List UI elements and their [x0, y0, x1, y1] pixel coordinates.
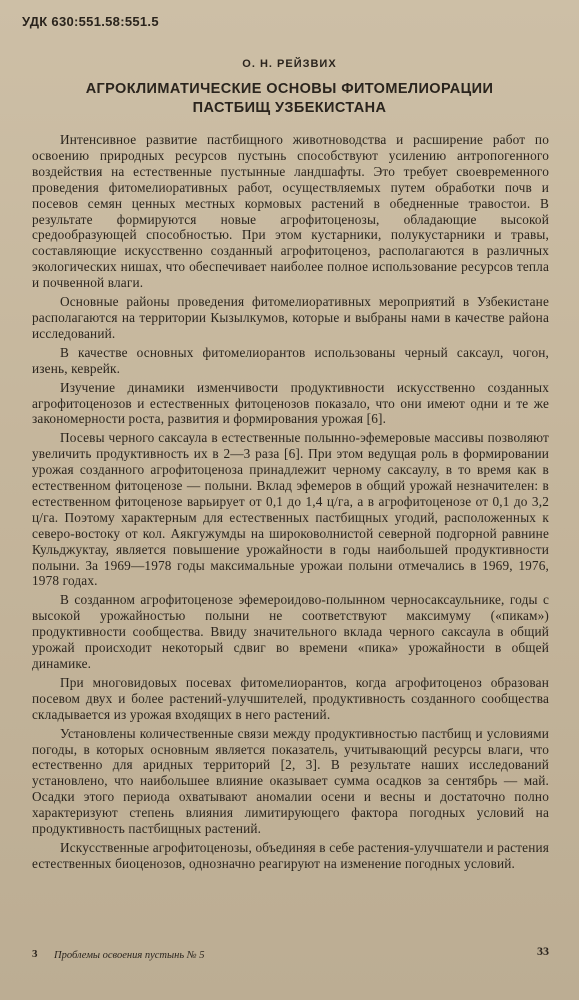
title-line-1: АГРОКЛИМАТИЧЕСКИЕ ОСНОВЫ ФИТОМЕЛИОРАЦИИ — [85, 81, 494, 97]
paragraph: Интенсивное развитие пастбищного животноводства и расширение работ по освоению природных ресурсов пустынь способствуют усилению антропогенного воздействия на естественные пустынные ландшафты. Это требует своевременного проведения фитомелиоративных работ, осуществляемых путем обработки почв и посевов семян ценных местных кормовых растений в обедненные травостои. В результате формируются новые агрофитоценозы, обладающие высокой средообразующей способностью. При этом кустарники, полукустарники и травы, составляющие искусственно созданный агрофитоценоз, располагаются в различных экологических нишах, что обеспечивает наиболее полное использование ресурсов тепла и почвенной влаги. — [32, 132, 549, 291]
paragraph: В качестве основных фитомелиорантов использованы черный саксаул, чогон, изень, кеврейк. — [32, 344, 549, 376]
author-name: О. Н. РЕЙЗВИХ — [242, 58, 337, 70]
paragraph: Искусственные агрофитоценозы, объединяя в себе растения-улучшатели и растения естественных биоценозов, однозначно реагируют на изменение погодных условий. — [32, 839, 549, 871]
article-title — [40, 80, 539, 118]
journal-name: Проблемы освоения пустынь № 5 — [54, 950, 205, 961]
paragraph: При многовидовых посевах фитомелиорантов, когда агрофитоценоз образован посевом двух и более растений-улучшителей, продуктивность созданного сообщества складывается из урожая входящих в него растений. — [32, 674, 549, 722]
signature-mark: 3 — [32, 948, 38, 960]
paragraph: Основные районы проведения фитомелиоративных мероприятий в Узбекистане располагаются на территории Кызылкумов, которые и выбраны нами в качестве района исследований. — [32, 294, 549, 341]
page-number: 33 — [537, 944, 549, 958]
article-body — [32, 132, 549, 937]
udc-code: УДК 630:551.58:551.5 — [22, 14, 159, 29]
paragraph: Посевы черного саксаула в естественные полынно-эфемеровые массивы позволяют увеличить продуктивность их в 2—3 раза [6]. При этом ведущая роль в формировании урожая созданного агрофитоценоза принадлежит черному саксаулу, в то время как в естественном фитоценозе — полыни. Вклад эфемеров в общий урожай незначителен: в естественном фитоценозе варьирует от 0,1 до 1,4 ц/га, а в агрофитоценозе от 0,1 до 3,2 ц/га. Поэтому характерным для естественных пастбищных угодий, расположенных к северо-востоку от кол. Аякгужумды на широковолнистой северной подгорной равнине Кульджуктау, является повышение урожайности в годы наибольшей продуктивности полыни. За 1969—1978 годы максимальные урожаи полыни отмечались в 1969, 1976, 1978 годах. — [32, 430, 549, 589]
paragraph: В созданном агрофитоценозе эфемероидово-полынном черносаксаульнике, годы с высокой урожайностью полыни не соответствуют максимуму («пикам») продуктивности сообщества. Ввиду значительного вклада черного саксаула в общий урожай происходит некоторый сдвиг во времени «пика» урожайности в общей динамике. — [32, 592, 549, 671]
paragraph: Установлены количественные связи между продуктивностью пастбищ и условиями погоды, в которых основным является показатель, учитывающий ресурсы влаги, что естественно для аридных территорий [2, 3]. В результате наших исследований установлено, что наибольшее влияние оказывает сумма осадков за сентябрь — май. Осадки этого периода охватывают аномалии осени и весны и достаточно полно характеризуют степень влияния лимитирующего фактора погодных условий на продуктивность пастбищных растений. — [32, 725, 549, 837]
paragraph: Изучение динамики изменчивости продуктивности искусственно созданных агрофитоценозов и естественных фитоценозов показало, что они имеют одни и те же закономерности роста, развития и формирования урожая [6]. — [32, 379, 549, 427]
title-line-2: ПАСТБИЩ УЗБЕКИСТАНА — [192, 100, 387, 116]
